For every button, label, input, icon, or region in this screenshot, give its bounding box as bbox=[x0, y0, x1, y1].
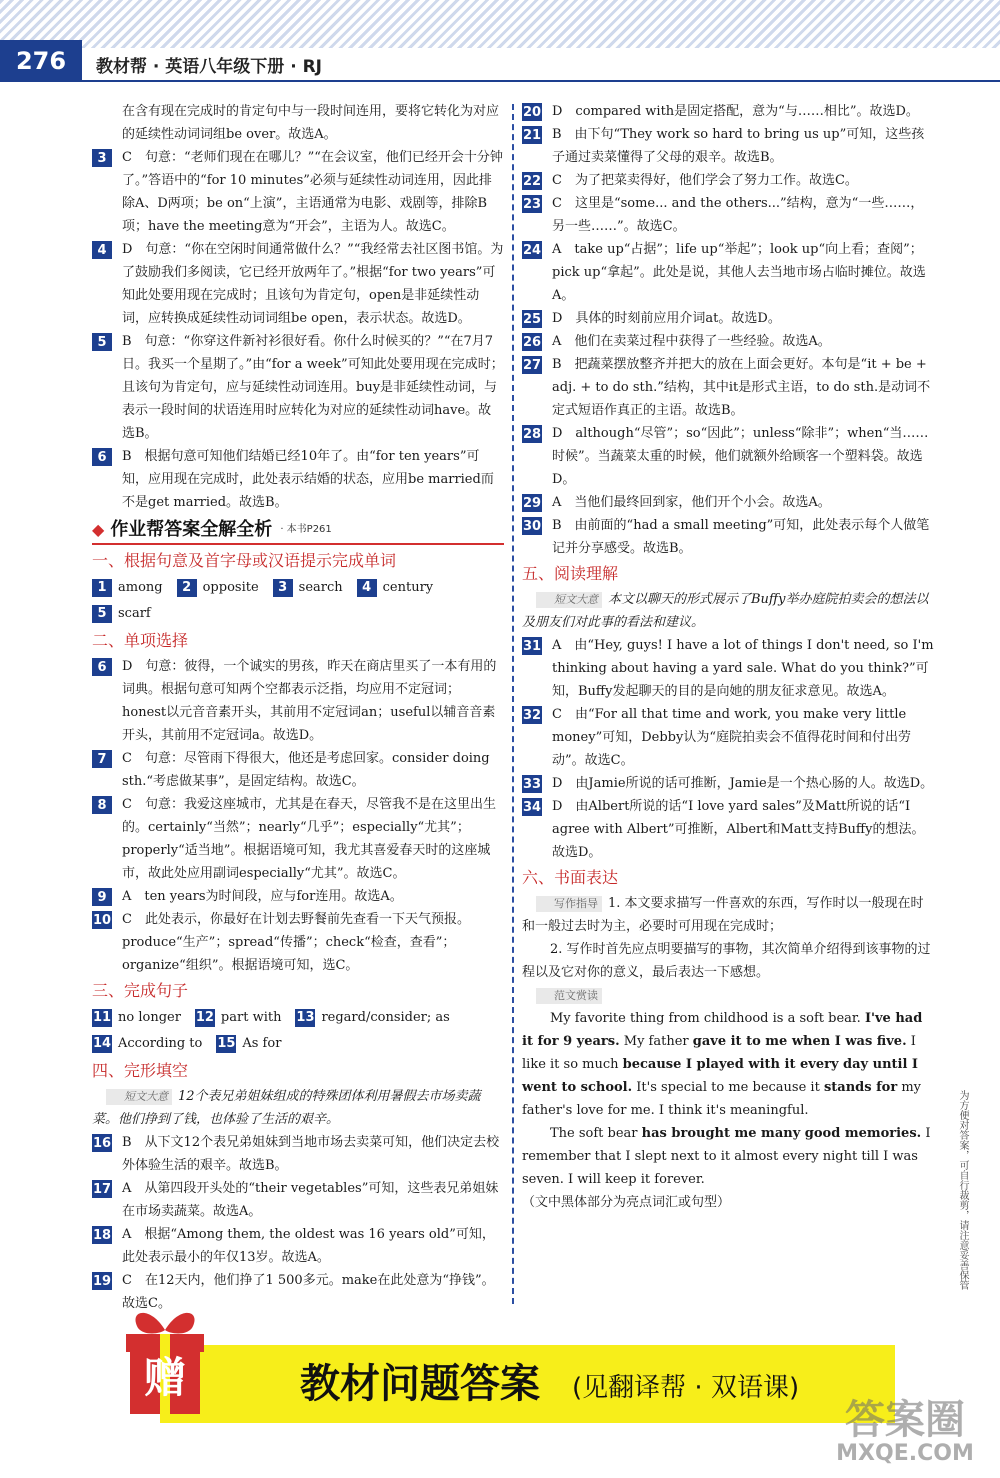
answer-text: B 由下句“They work so hard to bring us up”可知，这些孩子通过卖菜懂得了父母的艰辛。故选B。 bbox=[552, 127, 925, 165]
reading-tag: 短文大意 bbox=[536, 592, 602, 608]
banner-underline bbox=[92, 543, 504, 545]
question-number: 19 bbox=[92, 1273, 112, 1289]
essay-text: my father's love for me. I think it's meaningful. bbox=[522, 1080, 922, 1118]
answer-text: C 在12天内，他们挣了1 500多元。make在此处意为“挣钱”。故选C。 bbox=[122, 1273, 495, 1311]
answer-item bbox=[92, 1177, 504, 1223]
answer-item bbox=[522, 123, 934, 169]
answer-item bbox=[522, 169, 934, 192]
answer-text: C 句意：“老师们现在在哪儿？”“在会议室，他们已经开会十分钟了。”答语中的“for 10 minutes”必须与延续性动词连用，因此排除A、D两项；be on“上演”，主语通常为电影、戏剧等，排除B项；have the meeting意为“开会”，主语为人。故选C。 bbox=[122, 150, 503, 234]
short-answer bbox=[216, 1031, 281, 1057]
question-number: 25 bbox=[522, 311, 542, 327]
question-number: 34 bbox=[522, 799, 542, 815]
writing-tag: 写作指导 bbox=[536, 896, 602, 912]
question-number: 30 bbox=[522, 518, 542, 534]
short-answer bbox=[177, 575, 259, 601]
essay-note: （文中黑体部分为亮点词汇或句型） bbox=[522, 1195, 731, 1210]
answer-text: D although“尽管”；so“因此”；unless“除非”；when“当……时候”。当蔬菜太重的时候，他们就额外给顾客一个塑料袋。故选D。 bbox=[552, 426, 929, 487]
answer-list-choice bbox=[92, 655, 504, 977]
writing-guide-2: 2. 写作时首先应点明要描写的事物，其次简单介绍得到该事物的过程以及它对你的意义，最后表达一下感想。 bbox=[522, 942, 931, 980]
watermark-text: 答案圈 bbox=[845, 1397, 965, 1443]
answer-text: A 当他们最终回到家，他们开个小会。故选A。 bbox=[552, 495, 831, 510]
essay-text: My favorite thing from childhood is a soft bear. bbox=[550, 1011, 865, 1026]
reading-summary-text: 本文以聊天的形式展示了Buffy举办庭院拍卖会的想法以及朋友们对此事的看法和建议。 bbox=[522, 592, 929, 630]
word-answers bbox=[92, 575, 504, 627]
section-heading-reading: 五、阅读理解 bbox=[522, 564, 619, 583]
question-number: 32 bbox=[522, 707, 542, 723]
answer-list-cloze bbox=[92, 1131, 504, 1315]
sentence-answers bbox=[92, 1005, 504, 1057]
answer-item bbox=[522, 100, 934, 123]
answer-word: opposite bbox=[202, 580, 259, 595]
essay-paragraph-2 bbox=[522, 1122, 934, 1191]
right-column bbox=[522, 100, 934, 1214]
short-answer bbox=[295, 1005, 449, 1031]
answer-text: A 根据“Among them, the oldest was 16 years old”可知，此处表示最小的年仅13岁。故选A。 bbox=[122, 1227, 495, 1265]
gift-char: 赠 bbox=[143, 1353, 186, 1402]
answer-word: part with bbox=[220, 1010, 282, 1025]
reading-summary bbox=[522, 588, 934, 634]
page-number: 276 bbox=[0, 40, 82, 82]
section-banner bbox=[92, 518, 504, 541]
answer-list-grammar bbox=[92, 146, 504, 514]
question-number: 13 bbox=[296, 1010, 315, 1025]
column-divider bbox=[512, 104, 514, 1304]
question-number: 4 bbox=[92, 241, 112, 259]
sample-essay bbox=[522, 1007, 934, 1191]
answer-item bbox=[522, 491, 934, 514]
answer-text: D 句意：彼得，一个诚实的男孩，昨天在商店里买了一本有用的词典。根据句意可知两个空都表示泛指，均应用不定冠词；honest以元音音素开头，其前用不定冠词an；useful以辅音音素开头，其前用不定冠词a。故选D。 bbox=[122, 659, 497, 743]
question-number: 6 bbox=[92, 658, 112, 676]
question-number: 14 bbox=[92, 1036, 112, 1051]
question-number: 28 bbox=[522, 426, 542, 442]
answer-text: A 他们在卖菜过程中获得了一些经验。故选A。 bbox=[552, 334, 831, 349]
answer-list-reading bbox=[522, 634, 934, 864]
answer-text: C 句意：尽管雨下得很大，他还是考虑回家。consider doing sth.“考虑做某事”，是固定结构。故选C。 bbox=[122, 751, 490, 789]
answer-text: B 从下文12个表兄弟姐妹到当地市场去卖菜可知，他们决定去校外体验生活的艰辛。故选B。 bbox=[122, 1135, 500, 1173]
answer-word: search bbox=[298, 580, 343, 595]
left-column bbox=[92, 100, 504, 1315]
answer-word: According to bbox=[118, 1036, 203, 1051]
answer-item bbox=[92, 238, 504, 330]
question-number: 33 bbox=[522, 776, 542, 792]
answer-item bbox=[92, 793, 504, 885]
short-answer bbox=[92, 575, 163, 601]
answer-item bbox=[522, 330, 934, 353]
answer-item bbox=[522, 795, 934, 864]
answer-text: A 从第四段开头处的“their vegetables”可知，这些表兄弟姐妹在市场卖蔬菜。故选A。 bbox=[122, 1181, 499, 1219]
answer-item bbox=[522, 353, 934, 422]
answer-text: C 由“For all that time and work, you make very little money”可知，Debby认为“庭院拍卖会不值得花时间和付出劳动”。故选C。 bbox=[552, 707, 911, 768]
answer-item bbox=[522, 422, 934, 491]
section-heading-cloze: 四、完形填空 bbox=[92, 1061, 189, 1080]
answer-item bbox=[92, 146, 504, 238]
highlight-phrase: gave it to me when I was five. bbox=[692, 1034, 907, 1049]
cloze-summary-text: 12个表兄弟姐妹组成的特殊团体利用暑假去市场卖蔬菜。他们挣到了钱，也体验了生活的艰辛。 bbox=[92, 1089, 481, 1127]
question-number: 21 bbox=[522, 127, 542, 143]
short-answer bbox=[195, 1005, 282, 1031]
answer-text: B 把蔬菜摆放整齐并把大的放在上面会更好。本句是“it + be + adj. + to do sth.”结构，其中it是形式主语，to do sth.是动词不定式短语作真正的主语。故选B。 bbox=[552, 357, 931, 418]
header-decoration bbox=[0, 0, 1000, 48]
answer-item bbox=[522, 703, 934, 772]
question-number: 22 bbox=[522, 173, 542, 189]
question-number: 31 bbox=[522, 638, 542, 654]
answer-text: C 此处表示，你最好在计划去野餐前先查看一下天气预报。produce“生产”；spread“传播”；check“检查，查看”；organize“组织”。根据语境可知，选C。 bbox=[122, 912, 470, 973]
question-number: 3 bbox=[273, 579, 293, 597]
essay-paragraph-1 bbox=[522, 1007, 934, 1122]
answer-item bbox=[92, 1131, 504, 1177]
answer-item bbox=[92, 330, 504, 445]
question-number: 27 bbox=[522, 357, 542, 373]
answer-text: C 这里是“some... and the others...”结构，意为“一些……，另一些……”。故选C。 bbox=[552, 196, 924, 234]
answer-word: century bbox=[382, 580, 434, 595]
question-number: 6 bbox=[92, 448, 112, 466]
writing-guide-1-text: 1. 本文要求描写一件喜欢的东西，写作时以一般现在时和一般过去时为主，必要时可用现在完成时； bbox=[522, 896, 924, 934]
question-number: 12 bbox=[195, 1010, 214, 1025]
highlight-phrase: because I played with it every day until I went to school. bbox=[522, 1057, 919, 1095]
question-number: 24 bbox=[522, 242, 542, 258]
essay-text: It's special to me because it bbox=[632, 1080, 824, 1095]
question-number: 20 bbox=[522, 104, 542, 120]
answer-text: B 由前面的“had a small meeting”可知，此处表示每个人做笔记并分享感受。故选B。 bbox=[552, 518, 930, 556]
question-number: 7 bbox=[92, 750, 112, 768]
answer-text: C 句意：我爱这座城市，尤其是在春天，尽管我不是在这里出生的。certainly“当然”；nearly“几乎”；especially“尤其”；properly“适当地”。根据语境可知，我尤其喜爱春天时的这座城市，故此处应用副词especially“尤其”。故选C。 bbox=[122, 797, 496, 881]
answer-item bbox=[522, 307, 934, 330]
question-number: 11 bbox=[92, 1010, 112, 1025]
answer-text: B 根据句意可知他们结婚已经10年了。由“for ten years”可知，应用现在完成时，此处表示结婚的状态，应用be married而不是get married。故选B。 bbox=[122, 449, 494, 510]
side-note: 为方便对答案，可自行裁剪，请注意妥善保管 bbox=[957, 1090, 968, 1290]
question-number: 2 bbox=[177, 579, 197, 597]
answer-text: D 具体的时刻前应用介词at。故选D。 bbox=[552, 311, 781, 326]
section-heading-choice: 二、单项选择 bbox=[92, 631, 189, 650]
answer-text: D 由Albert所说的话“I love yard sales”及Matt所说的话“I agree with Albert”可推断，Albert和Matt支持Buffy的想法。故选D。 bbox=[552, 799, 925, 860]
highlight-phrase: I've had it for 9 years. bbox=[522, 1011, 923, 1049]
question-number: 5 bbox=[92, 605, 112, 623]
answer-text: D compared with是固定搭配，意为“与……相比”。故选D。 bbox=[552, 104, 919, 119]
question-number: 4 bbox=[357, 579, 377, 597]
diamond-icon: ◆ bbox=[92, 520, 105, 539]
answer-text: C 为了把菜卖得好，他们学会了努力工作。故选C。 bbox=[552, 173, 858, 188]
cloze-summary bbox=[92, 1085, 504, 1131]
question-number: 1 bbox=[92, 579, 112, 597]
sentence-answer-row bbox=[92, 1031, 504, 1057]
banner-ref: · 本书P261 bbox=[280, 524, 332, 535]
question-number: 8 bbox=[92, 796, 112, 814]
book-title: 教材帮 · 英语八年级下册 · RJ bbox=[96, 57, 323, 77]
essay-text: I remember that I slept next to it almost every night till I was seven. I will keep it forever. bbox=[522, 1126, 931, 1187]
answer-item bbox=[522, 238, 934, 307]
answer-word: no longer bbox=[118, 1010, 181, 1025]
section-heading-words: 一、根据句意及首字母或汉语提示完成单词 bbox=[92, 551, 397, 570]
answer-word: regard/consider; as bbox=[321, 1010, 450, 1025]
essay-text: My father bbox=[619, 1034, 693, 1049]
short-answer bbox=[273, 575, 343, 601]
question-number: 26 bbox=[522, 334, 542, 350]
essay-text: I like it so much bbox=[522, 1034, 916, 1072]
answer-item bbox=[522, 634, 934, 703]
highlight-phrase: has brought me many good memories. bbox=[641, 1126, 922, 1141]
banner-title: 作业帮答案全解全析 bbox=[110, 519, 273, 540]
answer-item bbox=[92, 655, 504, 747]
answer-item bbox=[522, 772, 934, 795]
question-number: 15 bbox=[217, 1036, 236, 1051]
answer-list-cloze-continued bbox=[522, 100, 934, 560]
footer-subtitle: (见翻译帮 · 双语课) bbox=[572, 1373, 800, 1403]
question-number: 5 bbox=[92, 333, 112, 351]
section-heading-sentences: 三、完成句子 bbox=[92, 981, 189, 1000]
answer-text: A take up“占据”；life up“举起”；look up“向上看；查阅”；pick up“拿起”。此处是说，其他人去当地市场占临时摊位。故选A。 bbox=[552, 242, 926, 303]
answer-item bbox=[522, 514, 934, 560]
question-number: 23 bbox=[522, 196, 542, 212]
footer-title: 教材问题答案 bbox=[300, 1361, 540, 1407]
short-answer bbox=[92, 1031, 202, 1057]
question-number: 3 bbox=[92, 149, 112, 167]
section-heading-writing: 六、书面表达 bbox=[522, 868, 619, 887]
answer-item bbox=[92, 1223, 504, 1269]
sentence-answer-row bbox=[92, 1005, 504, 1031]
answer-item bbox=[92, 445, 504, 514]
question-number: 17 bbox=[92, 1181, 112, 1197]
answer-item bbox=[92, 908, 504, 977]
cloze-tag: 短文大意 bbox=[106, 1089, 172, 1105]
answer-word: As for bbox=[242, 1036, 282, 1051]
answer-item bbox=[522, 192, 934, 238]
question-number: 18 bbox=[92, 1227, 112, 1243]
answer-word: among bbox=[118, 580, 163, 595]
short-answer bbox=[92, 1005, 181, 1031]
watermark-url: MXQE.COM bbox=[836, 1441, 974, 1466]
answer-text: D 句意：“你在空闲时间通常做什么？”“我经常去社区图书馆。为了鼓励我们多阅读，它已经开放两年了。”根据“for two years”可知此处要用现在完成时；且该句为肯定句，open是非延续性动词，应转换成延续性动词词组be open，表示状态。故选D。 bbox=[122, 242, 504, 326]
writing-guide-1 bbox=[522, 892, 934, 938]
answer-item bbox=[92, 885, 504, 908]
short-answer bbox=[357, 575, 434, 601]
answer-text: A 由“Hey, guys! I have a lot of things I don't need, so I'm thinking about having a yard sale. What do you think?”可知，Buffy发起聊天的目的是向她的朋友征求意见。故选A。 bbox=[552, 638, 934, 699]
essay-text: The soft bear bbox=[550, 1126, 642, 1141]
answer-text: B 句意：“你穿这件新衬衫很好看。你什么时候买的？”“在7月7日。我买一个星期了。”由“for a week”可知此处要用现在完成时；且该句为肯定句，应与延续性动词连用。buy是非延续性动词，与表示一段时间的状语连用时应转化为对应的延续性动词have。故选B。 bbox=[122, 334, 504, 441]
question-number: 16 bbox=[92, 1135, 112, 1151]
answer-continuation: 在含有现在完成时的肯定句中与一段时间连用，要将它转化为对应的延续性动词词组be over。故选A。 bbox=[122, 104, 500, 142]
question-number: 10 bbox=[92, 912, 112, 928]
answer-text: A ten years为时间段，应与for连用。故选A。 bbox=[122, 889, 403, 904]
answer-text: D 由Jamie所说的话可推断，Jamie是一个热心肠的人。故选D。 bbox=[552, 776, 934, 791]
answer-word: scarf bbox=[118, 606, 151, 621]
short-answer bbox=[92, 601, 151, 627]
highlight-phrase: stands for bbox=[823, 1080, 898, 1095]
question-number: 9 bbox=[92, 888, 112, 906]
sample-heading bbox=[522, 984, 934, 1007]
watermark bbox=[820, 1398, 990, 1466]
question-number: 29 bbox=[522, 495, 542, 511]
sample-tag: 范文赏读 bbox=[536, 988, 602, 1004]
answer-item bbox=[92, 747, 504, 793]
